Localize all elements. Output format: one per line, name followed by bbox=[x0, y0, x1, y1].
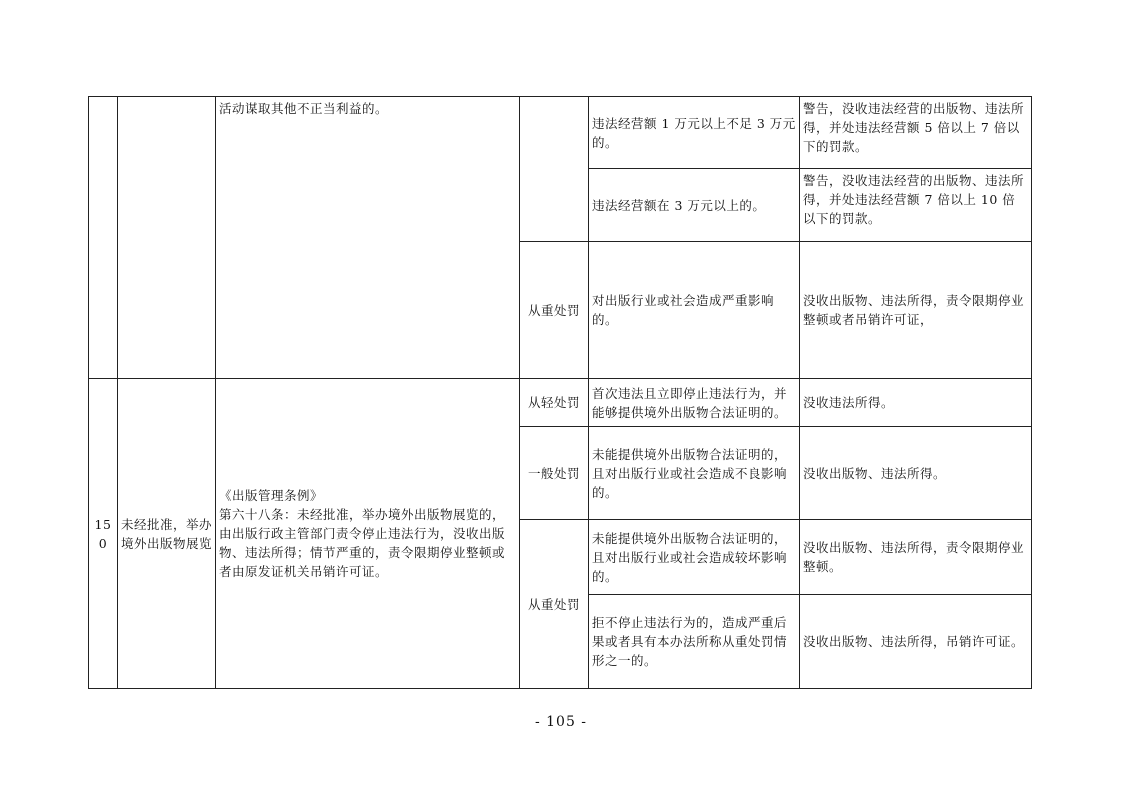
legal-basis bbox=[216, 379, 520, 689]
level-cell-general: 一般处罚 bbox=[520, 427, 589, 520]
penalty-cell: 警告，没收违法经营的出版物、违法所得，并处违法经营额 5 倍以上 7 倍以下的罚款。 bbox=[800, 97, 1032, 169]
table-row bbox=[89, 97, 1032, 169]
level-cell-continued bbox=[520, 97, 589, 242]
basis-cell-continued: 活动谋取其他不正当利益的。 bbox=[216, 97, 520, 379]
penalty-cell: 没收出版物、违法所得，吊销许可证。 bbox=[800, 595, 1032, 689]
item-name: 未经批准，举办境外出版物展览 bbox=[118, 379, 216, 689]
penalty-cell: 没收出版物、违法所得，责令限期停业整顿或者吊销许可证， bbox=[800, 242, 1032, 379]
penalty-cell: 警告，没收违法经营的出版物、违法所得，并处违法经营额 7 倍以上 10 倍以下的罚款。 bbox=[800, 169, 1032, 242]
penalty-cell: 没收违法所得。 bbox=[800, 379, 1032, 427]
condition-cell: 未能提供境外出版物合法证明的，且对出版行业或社会造成较坏影响的。 bbox=[589, 520, 800, 595]
basis-title: 《出版管理条例》 bbox=[219, 488, 324, 503]
page-number: - 105 - bbox=[534, 714, 588, 730]
table-row bbox=[89, 379, 1032, 427]
entry-number: 150 bbox=[89, 379, 118, 689]
level-cell-heavy: 从重处罚 bbox=[520, 242, 589, 379]
penalty-cell: 没收出版物、违法所得。 bbox=[800, 427, 1032, 520]
condition-cell: 未能提供境外出版物合法证明的，且对出版行业或社会造成不良影响的。 bbox=[589, 427, 800, 520]
item-cell-continued bbox=[118, 97, 216, 379]
condition-cell: 对出版行业或社会造成严重影响的。 bbox=[589, 242, 800, 379]
level-cell-heavy: 从重处罚 bbox=[520, 520, 589, 689]
condition-cell: 违法经营额 1 万元以上不足 3 万元的。 bbox=[589, 97, 800, 169]
penalty-standard-table bbox=[88, 96, 1032, 689]
condition-cell: 拒不停止违法行为的，造成严重后果或者具有本办法所称从重处罚情形之一的。 bbox=[589, 595, 800, 689]
number-cell-continued bbox=[89, 97, 118, 379]
penalty-cell: 没收出版物、违法所得，责令限期停业整顿。 bbox=[800, 520, 1032, 595]
condition-cell: 首次违法且立即停止违法行为，并能够提供境外出版物合法证明的。 bbox=[589, 379, 800, 427]
basis-text: 第六十八条：未经批准，举办境外出版物展览的，由出版行政主管部门责令停止违法行为，没收出版物、违法所得；情节严重的，责令限期停业整顿或者由原发证机关吊销许可证。 bbox=[219, 507, 506, 579]
condition-cell: 违法经营额在 3 万元以上的。 bbox=[589, 169, 800, 242]
level-cell-light: 从轻处罚 bbox=[520, 379, 589, 427]
